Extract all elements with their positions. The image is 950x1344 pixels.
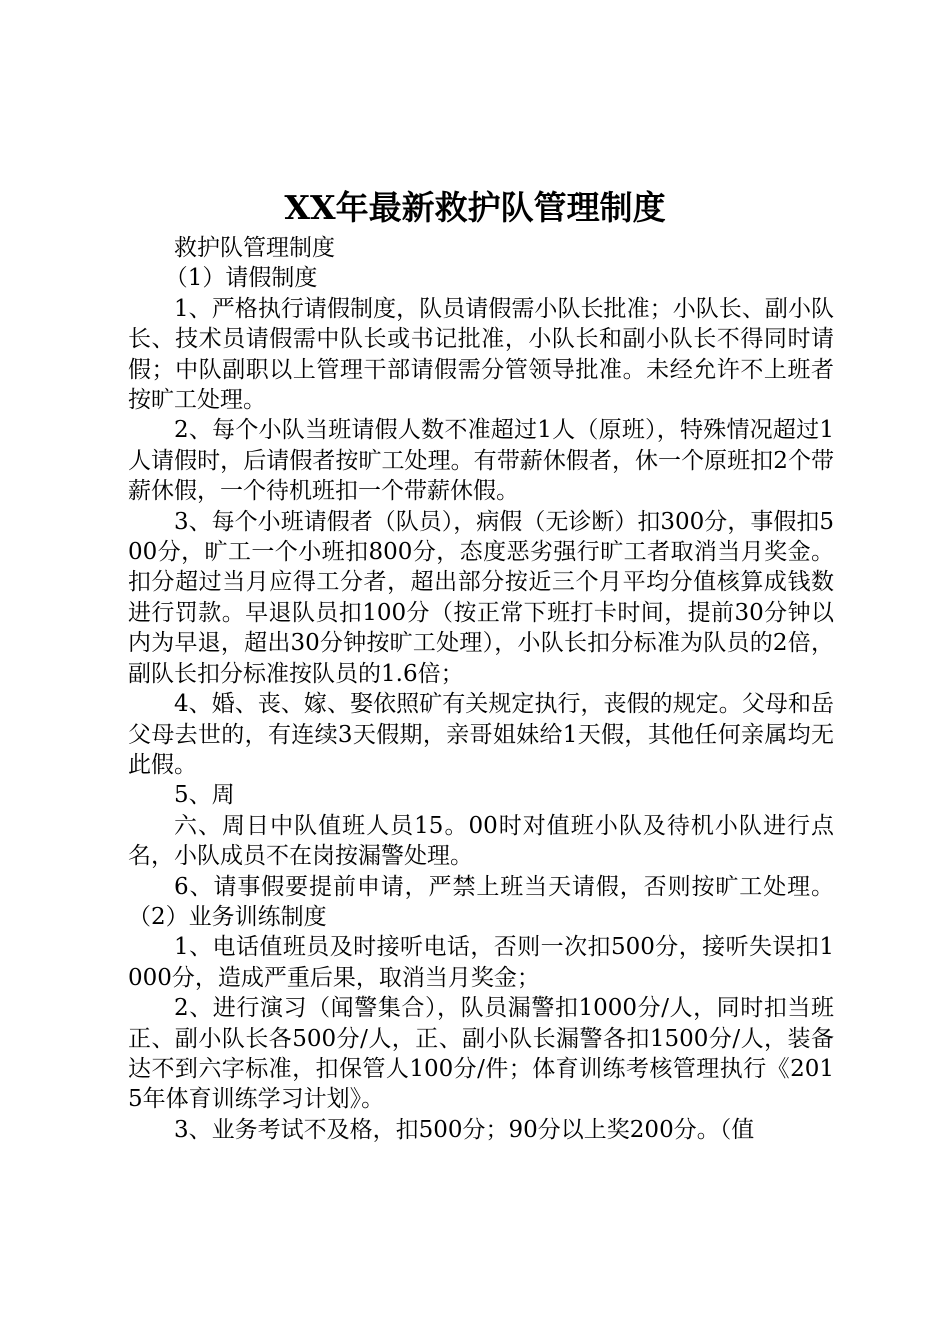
document-body (128, 233, 834, 1145)
paragraph-leave-1: 1、严格执行请假制度，队员请假需小队长批准；小队长、副小队长、技术员请假需中队长或书记批准，小队长和副小队长不得同时请假；中队副职以上管理干部请假需分管领导批准。未经允许不上班者按旷工处理。 (128, 295, 834, 414)
paragraph-leave-2: 2、每个小队当班请假人数不准超过1人（原班），特殊情况超过1人请假时，后请假者按旷工处理。有带薪休假者，休一个原班扣2个带薪休假，一个待机班扣一个带薪休假。 (128, 417, 834, 505)
document-title: XX年最新救护队管理制度 (284, 188, 666, 227)
paragraph-training-2: 2、进行演习（闻警集合），队员漏警扣1000分/人，同时扣当班正、副小队长各500分/人，正、副小队长漏警各扣1500分/人，装备达不到六字标准，扣保管人100分/件；体育训练考核管理执行《2015年体育训练学习计划》。 (128, 995, 834, 1113)
paragraph-training-1: 1、电话值班员及时接听电话，否则一次扣500分，接听失误扣1000分，造成严重后果，取消当月奖金； (128, 934, 834, 991)
paragraph-leave-5: 5、周 (174, 782, 235, 809)
paragraph-leave-7: 6、请事假要提前申请，严禁上班当天请假，否则按旷工处理。（2）业务训练制度 (128, 873, 834, 930)
paragraph-leave-6: 六、周日中队值班人员15。00时对值班小队及待机小队进行点名，小队成员不在岗按漏警处理。 (128, 812, 834, 870)
paragraph-intro: 救护队管理制度 (174, 235, 335, 261)
paragraph-training-3: 3、业务考试不及格，扣500分；90分以上奖200分。（值 (174, 1116, 755, 1143)
section-heading-leave: （1）请假制度 (164, 265, 318, 292)
paragraph-leave-3: 3、每个小班请假者（队员），病假（无诊断）扣300分，事假扣500分，旷工一个小班扣800分，态度恶劣强行旷工者取消当月奖金。扣分超过当月应得工分者，超出部分按近三个月平均分值核算成钱数进行罚款。早退队员扣100分（按正常下班打卡时间，提前30分钟以内为早退，超出30分钟按旷工处理），小队长扣分标准为队员的2倍，副队长扣分标准按队员的1.6倍； (128, 508, 834, 687)
paragraph-leave-4: 4、婚、丧、嫁、娶依照矿有关规定执行，丧假的规定。父母和岳父母去世的，有连续3天假期，亲哥姐妹给1天假，其他任何亲属均无此假。 (128, 691, 834, 778)
